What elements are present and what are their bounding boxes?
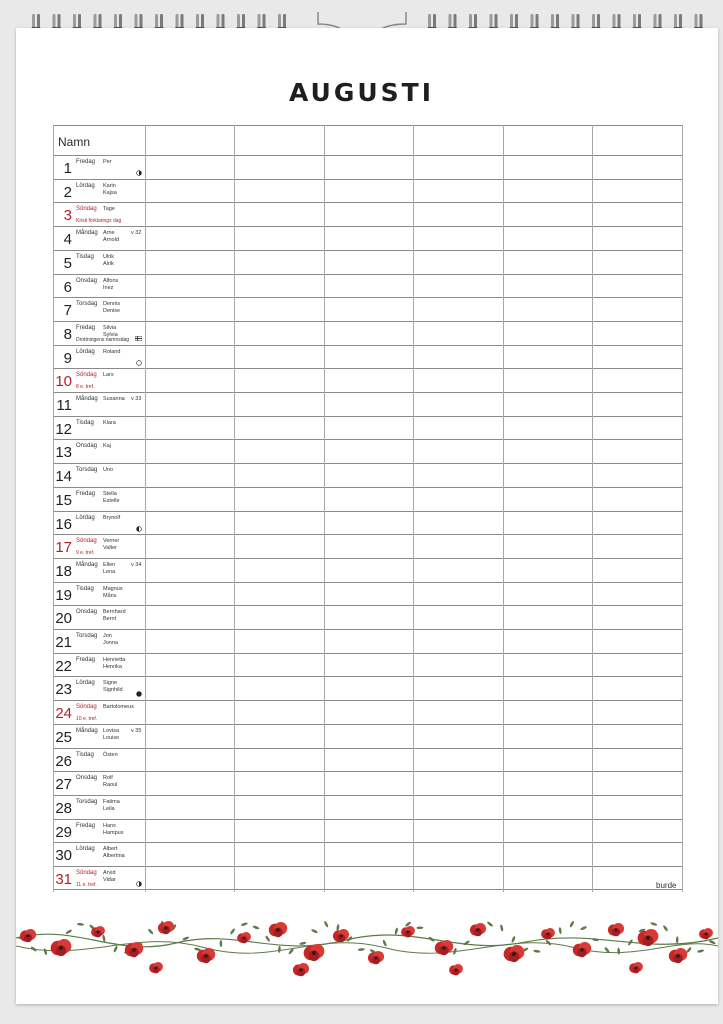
day-row[interactable] xyxy=(53,724,682,748)
day-number: 14 xyxy=(55,468,72,486)
weekday-label: Söndag xyxy=(76,870,97,876)
day-number: 20 xyxy=(55,610,72,628)
name-day-name: Kajsa xyxy=(103,189,117,196)
day-row[interactable] xyxy=(53,676,682,700)
weekday-label: Torsdag xyxy=(76,467,98,474)
poppy-flower xyxy=(158,921,174,934)
name-day-names xyxy=(103,230,119,244)
day-row[interactable] xyxy=(53,866,682,890)
name-day-names xyxy=(103,586,123,600)
day-row[interactable] xyxy=(53,274,682,298)
day-row[interactable] xyxy=(53,700,682,724)
name-day-names xyxy=(103,728,119,742)
name-day-names xyxy=(103,254,114,268)
name-day-name: Jon xyxy=(103,633,112,639)
name-day-names xyxy=(103,704,134,711)
poppy-flower xyxy=(504,945,525,962)
name-day-name: Bartolomeus xyxy=(103,704,134,711)
name-day-names xyxy=(103,538,119,552)
name-day-names xyxy=(103,349,120,356)
holiday-note: 9 e. tref. xyxy=(76,550,95,557)
name-day-name: Magnus xyxy=(103,585,123,592)
name-day-names xyxy=(103,562,115,576)
moon-phase-icon xyxy=(136,526,142,532)
name-day-name: Estelle xyxy=(103,497,120,504)
column-divider xyxy=(145,125,146,892)
name-day-name: Albert xyxy=(103,846,118,853)
name-day-name: Måns xyxy=(103,592,117,599)
poppy-flower xyxy=(20,929,36,942)
poppy-flower xyxy=(573,942,591,957)
weekday-label: Tisdag xyxy=(76,419,94,426)
poppy-flower xyxy=(435,940,453,955)
weekday-label: Måndag xyxy=(76,561,98,568)
name-day-name: Silvia xyxy=(103,324,117,331)
column-divider xyxy=(413,125,414,892)
name-day-names xyxy=(103,846,125,860)
name-day-name: Sylvia xyxy=(103,331,118,338)
day-row[interactable] xyxy=(53,819,682,843)
weekday-label: Lördag xyxy=(76,514,95,521)
name-day-name: Vidar xyxy=(103,877,116,883)
name-day-name: Arvid xyxy=(103,870,116,876)
weekday-label: Onsdag xyxy=(76,775,98,782)
holiday-note: 10 e. tref. xyxy=(76,716,98,723)
weekday-label: Fredag xyxy=(76,159,96,165)
day-number: 28 xyxy=(55,799,72,817)
name-day-name: Tage xyxy=(103,206,115,213)
weekday-label: Fredag xyxy=(76,656,96,663)
day-row[interactable] xyxy=(53,250,682,274)
name-day-names xyxy=(103,515,120,522)
name-day-name: Raoul xyxy=(103,782,118,789)
day-number: 16 xyxy=(55,515,72,533)
name-day-names xyxy=(103,823,123,837)
name-day-name: Signhild xyxy=(103,687,123,694)
weekday-label: Söndag xyxy=(76,538,97,545)
name-day-name: Henrietta xyxy=(103,656,126,663)
poppy-flower xyxy=(470,923,486,936)
calendar-grid xyxy=(53,125,682,892)
day-number: 31 xyxy=(55,871,72,888)
name-day-name: Denise xyxy=(103,308,121,315)
name-day-name: Hampus xyxy=(103,829,124,836)
day-row[interactable] xyxy=(53,487,682,511)
weekday-label: Tisdag xyxy=(76,585,94,592)
weekday-label: Söndag xyxy=(76,206,97,213)
name-day-name: Uno xyxy=(103,467,114,474)
weekday-label: Lördag xyxy=(76,846,95,853)
column-divider xyxy=(682,125,683,892)
weekday-label: Lördag xyxy=(76,680,95,687)
weekday-label: Tisdag xyxy=(76,751,94,758)
day-row[interactable] xyxy=(53,463,682,487)
poppy-flower xyxy=(629,962,643,973)
name-day-name: Inez xyxy=(103,284,114,291)
weekday-label: Söndag xyxy=(76,704,97,711)
day-number: 18 xyxy=(55,562,72,580)
name-day-name: Verner xyxy=(103,538,120,545)
weekday-label: Tisdag xyxy=(76,253,94,260)
name-day-name: Alrik xyxy=(103,260,114,267)
day-row[interactable] xyxy=(53,368,682,392)
day-number: 22 xyxy=(55,657,72,675)
poppy-flower xyxy=(541,928,555,939)
day-row[interactable] xyxy=(53,321,682,345)
day-number: 27 xyxy=(55,776,72,794)
moon-phase-icon xyxy=(136,170,142,176)
name-day-names xyxy=(103,372,114,379)
day-row[interactable] xyxy=(53,582,682,606)
day-number: 2 xyxy=(63,183,72,201)
day-row[interactable] xyxy=(53,795,682,819)
holiday-note: 11 e. tref. xyxy=(76,882,97,888)
day-row[interactable] xyxy=(53,297,682,321)
day-number: 11 xyxy=(56,397,72,414)
day-number: 9 xyxy=(63,349,72,367)
name-day-names xyxy=(103,301,120,315)
moon-phase-icon xyxy=(136,691,142,697)
day-row[interactable] xyxy=(53,558,682,582)
day-number: 12 xyxy=(55,420,72,438)
weekday-label: Torsdag xyxy=(76,301,98,308)
name-day-names xyxy=(103,680,123,694)
day-number: 13 xyxy=(55,444,72,462)
name-day-name: Per xyxy=(103,159,112,165)
day-row[interactable] xyxy=(53,605,682,629)
poppy-flower xyxy=(699,928,713,939)
name-day-name: Fatima xyxy=(103,798,120,805)
column-divider xyxy=(53,125,54,892)
week-number: v 35 xyxy=(131,727,142,734)
week-number: v 33 xyxy=(131,396,142,402)
name-day-name: Louise xyxy=(103,734,120,741)
holiday-note: Kristi förklarings dag xyxy=(76,218,122,225)
name-day-name: Klara xyxy=(103,419,116,426)
name-day-name: Lena xyxy=(103,568,116,575)
name-day-name: Karin xyxy=(103,182,116,189)
name-day-names xyxy=(103,159,112,166)
poppy-flower xyxy=(149,962,163,973)
poppy-flower xyxy=(669,948,687,963)
brand-logo: burde xyxy=(656,881,677,890)
column-divider xyxy=(503,125,504,892)
poppy-garland-illustration xyxy=(16,908,718,983)
day-row[interactable] xyxy=(53,629,682,653)
day-row[interactable] xyxy=(53,534,682,558)
name-day-names xyxy=(103,609,126,623)
moon-phase-icon xyxy=(136,881,142,887)
poppy-flower xyxy=(368,951,384,964)
namn-label: Namn xyxy=(58,135,91,149)
day-number: 6 xyxy=(63,278,72,296)
name-day-name: Henrika xyxy=(103,663,122,670)
day-number: 19 xyxy=(55,586,72,604)
poppy-flower xyxy=(293,963,309,976)
name-day-names xyxy=(103,752,118,759)
name-day-name: Lars xyxy=(103,372,114,379)
name-day-name: Alfons xyxy=(103,277,119,284)
weekday-label: Onsdag xyxy=(76,443,98,450)
holiday-note: Drottningens namnsdag xyxy=(76,336,130,343)
name-day-names xyxy=(103,278,118,292)
day-number: 24 xyxy=(55,705,72,723)
name-day-names xyxy=(103,467,113,474)
day-number: 3 xyxy=(63,207,72,225)
name-day-name: Östen xyxy=(103,751,118,758)
name-day-name: Roland xyxy=(103,348,121,355)
column-divider xyxy=(324,125,325,892)
name-day-name: Arne xyxy=(103,230,115,237)
day-row[interactable] xyxy=(53,226,682,250)
weekday-label: Söndag xyxy=(76,372,97,379)
name-day-names xyxy=(103,183,117,197)
weekday-label: Måndag xyxy=(76,230,98,237)
weekday-label: Torsdag xyxy=(76,798,98,805)
name-day-name: Bernt xyxy=(103,616,117,623)
name-day-names xyxy=(103,420,116,427)
day-row[interactable] xyxy=(53,155,682,179)
name-day-name: Kaj xyxy=(103,443,111,450)
column-divider xyxy=(234,125,235,892)
flag-icon xyxy=(135,336,142,341)
weekday-label: Måndag xyxy=(76,396,98,402)
weekday-label: Fredag xyxy=(76,324,96,331)
day-number: 5 xyxy=(63,254,72,272)
day-row[interactable] xyxy=(53,179,682,203)
name-day-names xyxy=(103,491,120,505)
day-row[interactable] xyxy=(53,416,682,440)
day-number: 15 xyxy=(55,491,72,509)
poppy-flower xyxy=(401,926,415,937)
day-number: 8 xyxy=(63,325,72,343)
weekday-label: Onsdag xyxy=(76,277,98,284)
day-number: 29 xyxy=(55,823,72,841)
name-day-name: Leila xyxy=(103,805,115,812)
name-day-names xyxy=(103,870,116,884)
week-number: v 32 xyxy=(131,230,142,237)
month-title: AUGUSTI xyxy=(288,78,435,107)
name-day-names xyxy=(103,657,125,671)
name-day-name: Hans xyxy=(103,822,116,829)
name-day-name: Rolf xyxy=(103,775,113,782)
name-day-name: Valter xyxy=(103,545,117,552)
poppy-flower xyxy=(449,964,463,975)
weekday-label: Lördag xyxy=(76,348,95,355)
day-number: 7 xyxy=(63,302,72,320)
name-day-name: Arnold xyxy=(103,237,119,244)
moon-phase-icon xyxy=(136,360,142,366)
name-day-name: Signe xyxy=(103,680,118,687)
day-row[interactable] xyxy=(53,392,682,416)
day-number: 25 xyxy=(55,728,72,746)
name-day-names xyxy=(103,633,118,647)
day-number: 4 xyxy=(63,231,72,249)
day-row[interactable] xyxy=(53,511,682,535)
header-row xyxy=(53,125,682,155)
name-day-name: Albertina xyxy=(103,853,125,860)
day-row[interactable] xyxy=(53,771,682,795)
poppy-flower xyxy=(269,922,287,937)
name-day-names xyxy=(103,206,115,213)
weekday-label: Torsdag xyxy=(76,633,98,639)
name-day-names xyxy=(103,799,120,813)
name-day-name: Ellen xyxy=(103,561,116,568)
name-day-name: Brynolf xyxy=(103,514,121,521)
name-day-name: Stella xyxy=(103,490,117,497)
day-row[interactable] xyxy=(53,748,682,772)
day-number: 17 xyxy=(55,539,72,557)
day-number: 10 xyxy=(55,373,72,391)
name-day-names xyxy=(103,443,111,450)
weekday-label: Fredag xyxy=(76,490,96,497)
weekday-label: Fredag xyxy=(76,822,96,829)
week-number: v 34 xyxy=(131,561,142,568)
day-number: 1 xyxy=(63,160,72,177)
weekday-label: Måndag xyxy=(76,727,98,734)
weekday-label: Lördag xyxy=(76,182,95,189)
name-day-name: Lovisa xyxy=(103,727,119,734)
poppy-flower xyxy=(608,923,624,936)
name-day-name: Bernhard xyxy=(103,609,126,616)
poppy-flower xyxy=(51,939,72,956)
holiday-note: 8 e. tref. xyxy=(76,384,95,391)
name-day-name: Susanna xyxy=(103,396,125,402)
day-number: 30 xyxy=(55,847,72,865)
name-day-names xyxy=(103,396,125,403)
day-number: 26 xyxy=(55,752,72,770)
day-row[interactable] xyxy=(53,202,682,226)
name-day-name: Ulrik xyxy=(103,253,114,260)
name-day-names xyxy=(103,775,117,789)
name-day-name: Jonna xyxy=(103,640,118,646)
day-row[interactable] xyxy=(53,842,682,866)
day-number: 21 xyxy=(55,634,72,651)
day-row[interactable] xyxy=(53,439,682,463)
column-divider xyxy=(592,125,593,892)
name-day-name: Dennis xyxy=(103,301,121,308)
day-row[interactable] xyxy=(53,653,682,677)
day-number: 23 xyxy=(55,681,72,699)
day-row[interactable] xyxy=(53,345,682,369)
weekday-label: Onsdag xyxy=(76,609,98,616)
